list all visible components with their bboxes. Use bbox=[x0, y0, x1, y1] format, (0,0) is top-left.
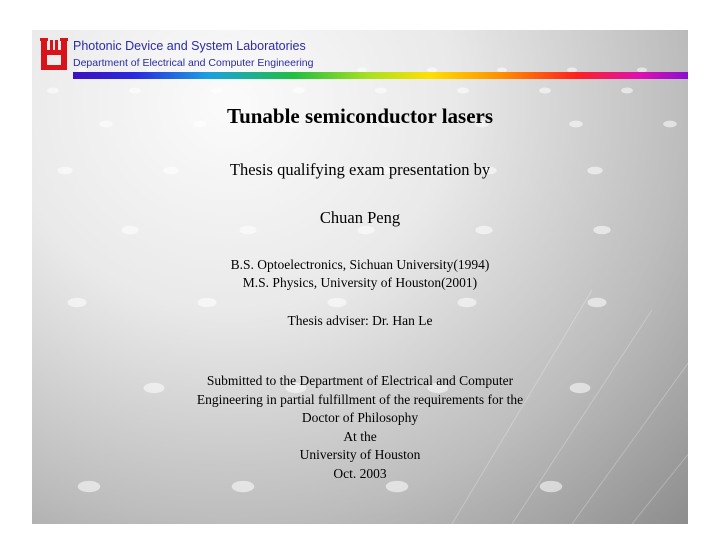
slide-subtitle: Thesis qualifying exam presentation by bbox=[229, 160, 491, 179]
slide-title: Tunable semiconductor lasers bbox=[226, 104, 494, 128]
rainbow-divider bbox=[73, 72, 688, 79]
background-dot bbox=[293, 88, 305, 94]
department-name: Department of Electrical and Computer Engineering bbox=[73, 57, 314, 69]
slide bbox=[32, 30, 688, 524]
submission-line: Engineering in partial fulfillment of the requirements for the bbox=[196, 391, 524, 407]
background-dot bbox=[198, 298, 217, 308]
education-block bbox=[32, 256, 688, 292]
education-line: B.S. Optoelectronics, Sichuan University(1994) bbox=[230, 257, 490, 272]
background-dot bbox=[458, 298, 477, 308]
background-dot bbox=[328, 298, 347, 308]
background-dot bbox=[129, 88, 141, 94]
uh-logo-icon bbox=[40, 38, 68, 72]
submission-line: Submitted to the Department of Electrical and Computer bbox=[206, 373, 514, 388]
background-dot bbox=[539, 88, 551, 94]
lab-name: Photonic Device and System Laboratories bbox=[73, 39, 306, 53]
background-dot bbox=[68, 298, 87, 308]
submission-block bbox=[32, 372, 688, 483]
education-line: M.S. Physics, University of Houston(2001) bbox=[242, 275, 478, 290]
background-dot bbox=[375, 88, 387, 94]
submission-line: Doctor of Philosophy bbox=[301, 410, 419, 425]
background-dot bbox=[47, 88, 59, 94]
thesis-adviser: Thesis adviser: Dr. Han Le bbox=[287, 313, 433, 328]
background-dot bbox=[211, 88, 223, 94]
submission-line: Oct. 2003 bbox=[333, 465, 387, 481]
submission-line: University of Houston bbox=[299, 447, 421, 462]
submission-line: At the bbox=[343, 428, 377, 444]
background-dot bbox=[457, 88, 469, 94]
author-name: Chuan Peng bbox=[319, 208, 401, 227]
background-dot bbox=[588, 298, 607, 308]
background-dot bbox=[621, 88, 633, 94]
